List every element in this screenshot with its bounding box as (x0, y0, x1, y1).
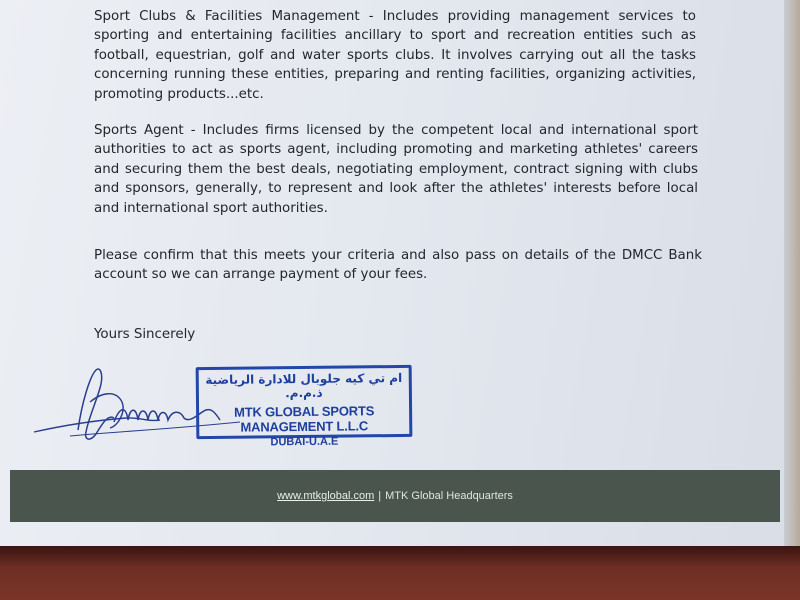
stamp-city: DUBAI-U.A.E (270, 435, 339, 449)
website-link[interactable]: www.mtkglobal.com (277, 490, 375, 502)
table-surface (0, 546, 800, 600)
stamp-arabic-name: ام تي كيه جلوبال للادارة الرياضية ذ.م.م. (205, 370, 403, 401)
paragraph-sports-clubs: Sport Clubs & Facilities Management - Includes providing management services to sporting and entertaining facilities ancillary to sport and recreation entities such as football, equestrian, golf and water sports clubs. It involves carrying out all the tasks concerning running these entities, preparing and renting facilities, organizing activities, promoting products...etc. (94, 9, 696, 102)
paragraph-sports-agent: Sports Agent - Includes firms licensed by the competent local and international sport authorities to act as sports agent, including promoting and marketing athletes' careers and securing them the best deals, negotiating employment, contract signing with clubs and sponsors, generally, to represent and look after the athletes' interests before local and international sport authorities. (94, 123, 698, 216)
footer-location: MTK Global Headquarters (385, 490, 513, 502)
page-edge (784, 0, 800, 546)
closing-salutation: Yours Sincerely (94, 327, 196, 342)
letter-footer (10, 470, 780, 522)
paragraph-confirm: Please confirm that this meets your criteria and also pass on details of the DMCC Bank account so we can arrange payment of your fees. (94, 248, 702, 283)
stamp-english-name: MTK GLOBAL SPORTS MANAGEMENT L.L.C (233, 403, 375, 435)
company-stamp (196, 365, 413, 449)
footer-separator: | (378, 490, 382, 502)
